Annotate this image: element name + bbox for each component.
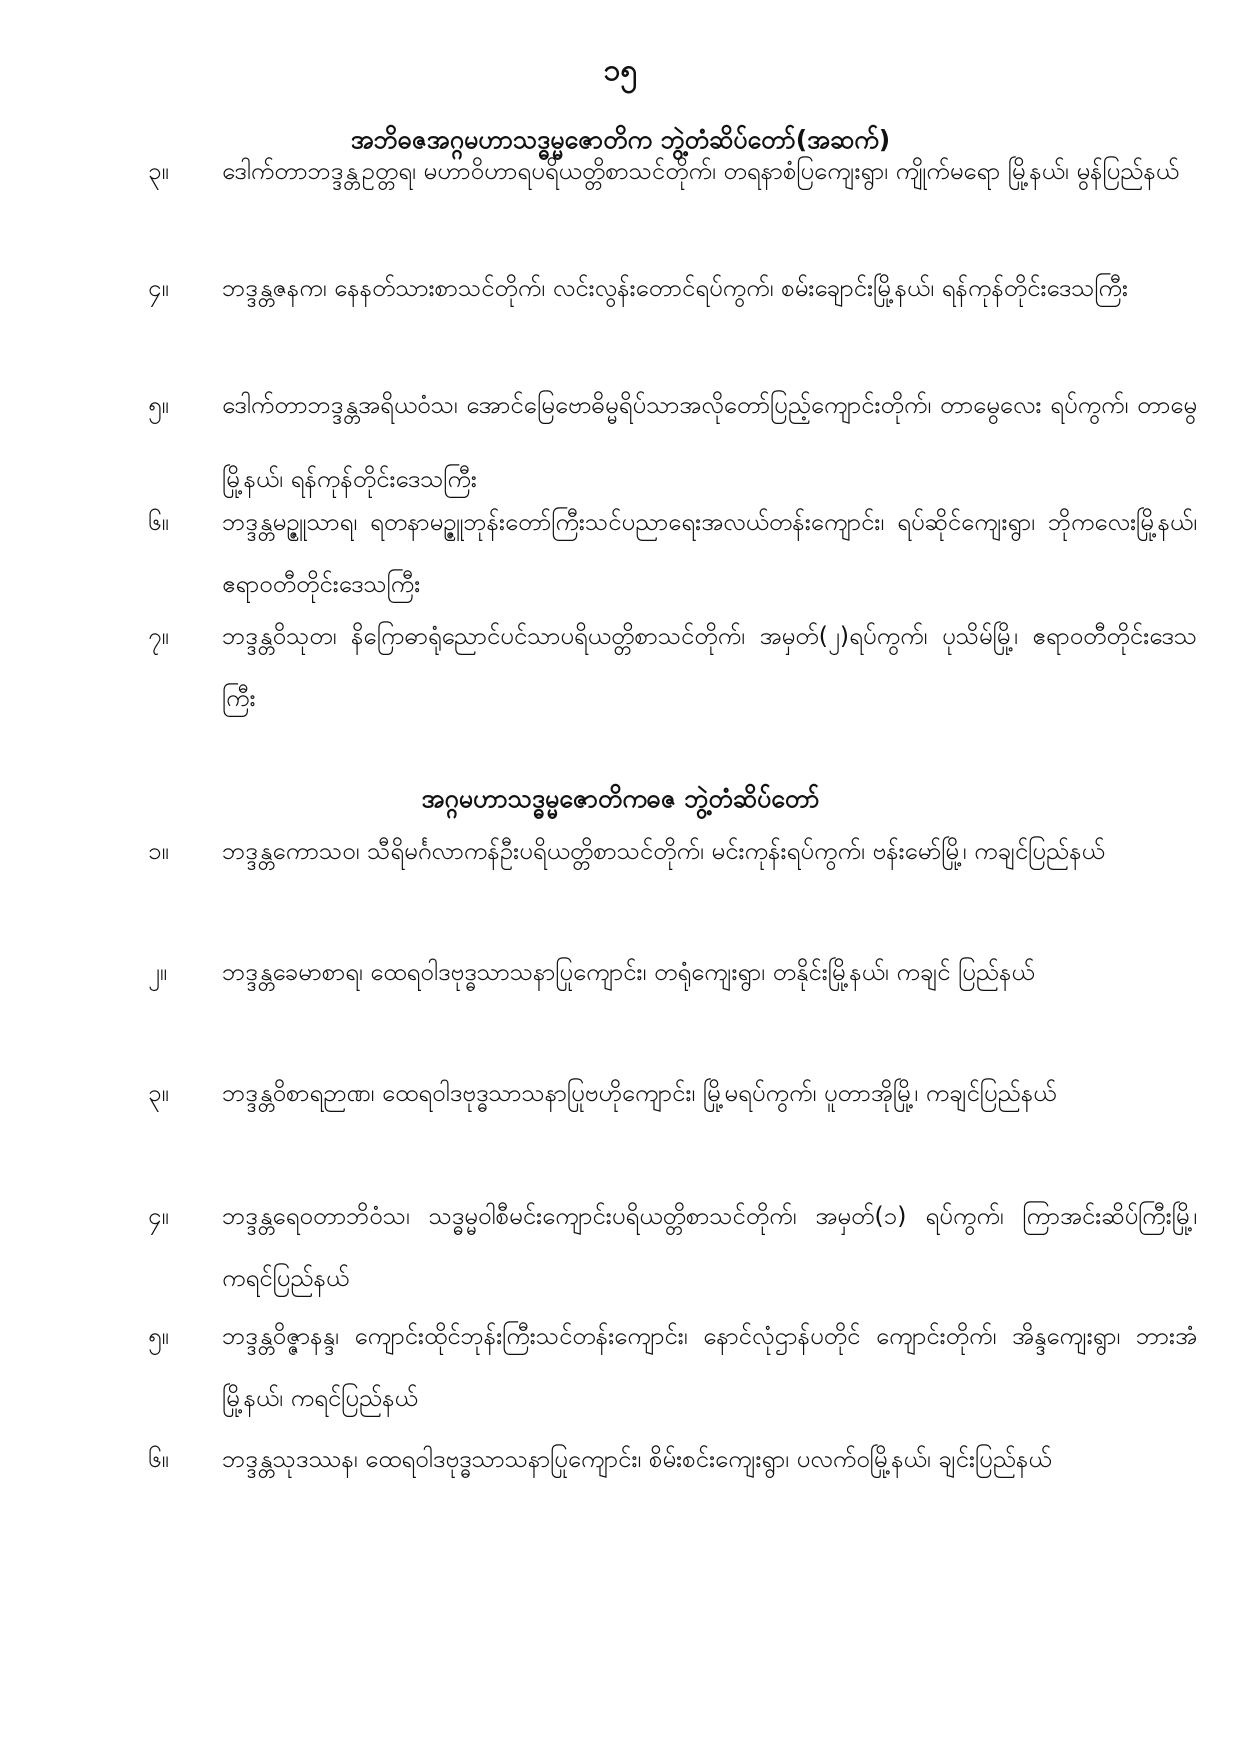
section-heading: အဂ္ဂမဟာသဒ္ဓမ္မဇောတိကဓဇ ဘွဲ့တံဆိပ်တော်	[421, 784, 820, 813]
list-item-text: ဘဒ္ဒန္တဝိသုတ၊ နိဂြောဓာရုံညောင်ပင်သာပရိယတ္တိစာသင်တိုက်၊ အမှတ်(၂)ရပ်ကွက်၊ ပုသိမ်မြို့၊ ဧရာဝတီတိုင်းဒေသကြီး	[222, 622, 1197, 712]
list-item-text: ဘဒ္ဒန္တရေဝတာဘိဝံသ၊ သဒ္ဓမ္မဝါစီမင်းကျောင်းပရိယတ္တိစာသင်တိုက်၊ အမှတ်(၁) ရပ်ကွက်၊ ကြာအင်းဆိပ်ကြီးမြို့၊ ကရင်ပြည်နယ်	[222, 1202, 1197, 1292]
list-item-number: ၂။	[148, 958, 168, 986]
list-item-number: ၅။	[148, 391, 169, 419]
list-item-text: ဘဒ္ဒန္တဝိဇ္ဇာနန္ဒ၊ ကျောင်းထိုင်ဘုန်းကြီးသင်တန်းကျောင်း၊ နောင်လုံဌာန်ပတိုင် ကျောင်းတိုက်၊ အိန္ဒကျေးရွာ၊ ဘားအံမြို့နယ်၊ ကရင်ပြည်နယ်	[222, 1322, 1197, 1412]
list-item-text: ဒေါက်တာဘဒ္ဒန္တဥတ္တရ၊ မဟာဝိဟာရပရိယတ္တိစာသင်တိုက်၊ တရနာစံပြကျေးရွာ၊ ကျိုက်မရော မြို့နယ်၊ မွန်ပြည်နယ်	[222, 157, 1180, 185]
list-item-text: ဘဒ္ဒန္တခေမာစာရ၊ ထေရဝါဒဗုဒ္ဓသာသနာပြုကျောင်း၊ တရုံကျေးရွာ၊ တနိုင်းမြို့နယ်၊ ကချင် ပြည်နယ်	[222, 958, 1035, 986]
list-item-text: ဒေါက်တာဘဒ္ဒန္တအရိယဝံသ၊ အောင်မြေဗောဓိမ္မရိပ်သာအလိုတော်ပြည့်ကျောင်းတိုက်၊ တာမွေလေး ရပ်ကွက်၊ တာမွေမြို့နယ်၊ ရန်ကုန်တိုင်းဒေသကြီး	[222, 391, 1197, 493]
list-item-number: ၅။	[148, 1322, 169, 1350]
list-item-text: ဘဒ္ဒန္တဇနက၊ နေနတ်သားစာသင်တိုက်၊ လင်းလွန်းတောင်ရပ်ကွက်၊ စမ်းချောင်းမြို့နယ်၊ ရန်ကုန်တိုင်းဒေသကြီး	[222, 274, 1128, 302]
list-item-number: ၆။	[148, 1445, 169, 1473]
list-item-number: ၇။	[148, 622, 169, 650]
list-item-number: ၄။	[148, 274, 169, 302]
list-item-number: ၃။	[148, 1079, 169, 1107]
page-number: ၁၅	[603, 53, 638, 88]
section-heading-continued: အဘိဓဇအဂ္ဂမဟာသဒ္ဓမ္မဇောတိက ဘွဲ့တံဆိပ်တော်(အဆက်)	[350, 125, 891, 154]
list-item-number: ၄။	[148, 1202, 169, 1230]
list-item-text: ဘဒ္ဒန္တဝိစာရဉာဏ၊ ထေရဝါဒဗုဒ္ဓသာသနာပြုဗဟိုကျောင်း၊ မြို့မရပ်ကွက်၊ ပူတာအိုမြို့၊ ကချင်ပြည်နယ်	[222, 1079, 1057, 1107]
list-item-number: ၃။	[148, 157, 169, 185]
list-item-text: ဘဒ္ဒန္တမဥ္ဇူသာရ၊ ရတနာမဥ္ဇူဘုန်းတော်ကြီးသင်ပညာရေးအလယ်တန်းကျောင်း၊ ရပ်ဆိုင်ကျေးရွာ၊ ဘိုကလေးမြို့နယ်၊ ဧရာဝတီတိုင်းဒေသကြီး	[222, 508, 1197, 598]
list-item-text: ဘဒ္ဒန္တသုဒဿန၊ ထေရဝါဒဗုဒ္ဓသာသနာပြုကျောင်း၊ စိမ်းစင်းကျေးရွာ၊ ပလက်ဝမြို့နယ်၊ ချင်းပြည်နယ်	[222, 1445, 1052, 1473]
list-item-number: ၁။	[148, 837, 169, 865]
list-item-text: ဘဒ္ဒန္တကောသဝ၊ သီရိမင်္ဂလာကန်ဦးပရိယတ္တိစာသင်တိုက်၊ မင်းကုန်းရပ်ကွက်၊ ဗန်းမော်မြို့၊ ကချင်ပြည်နယ်	[222, 837, 1105, 865]
list-item-number: ၆။	[148, 508, 169, 536]
